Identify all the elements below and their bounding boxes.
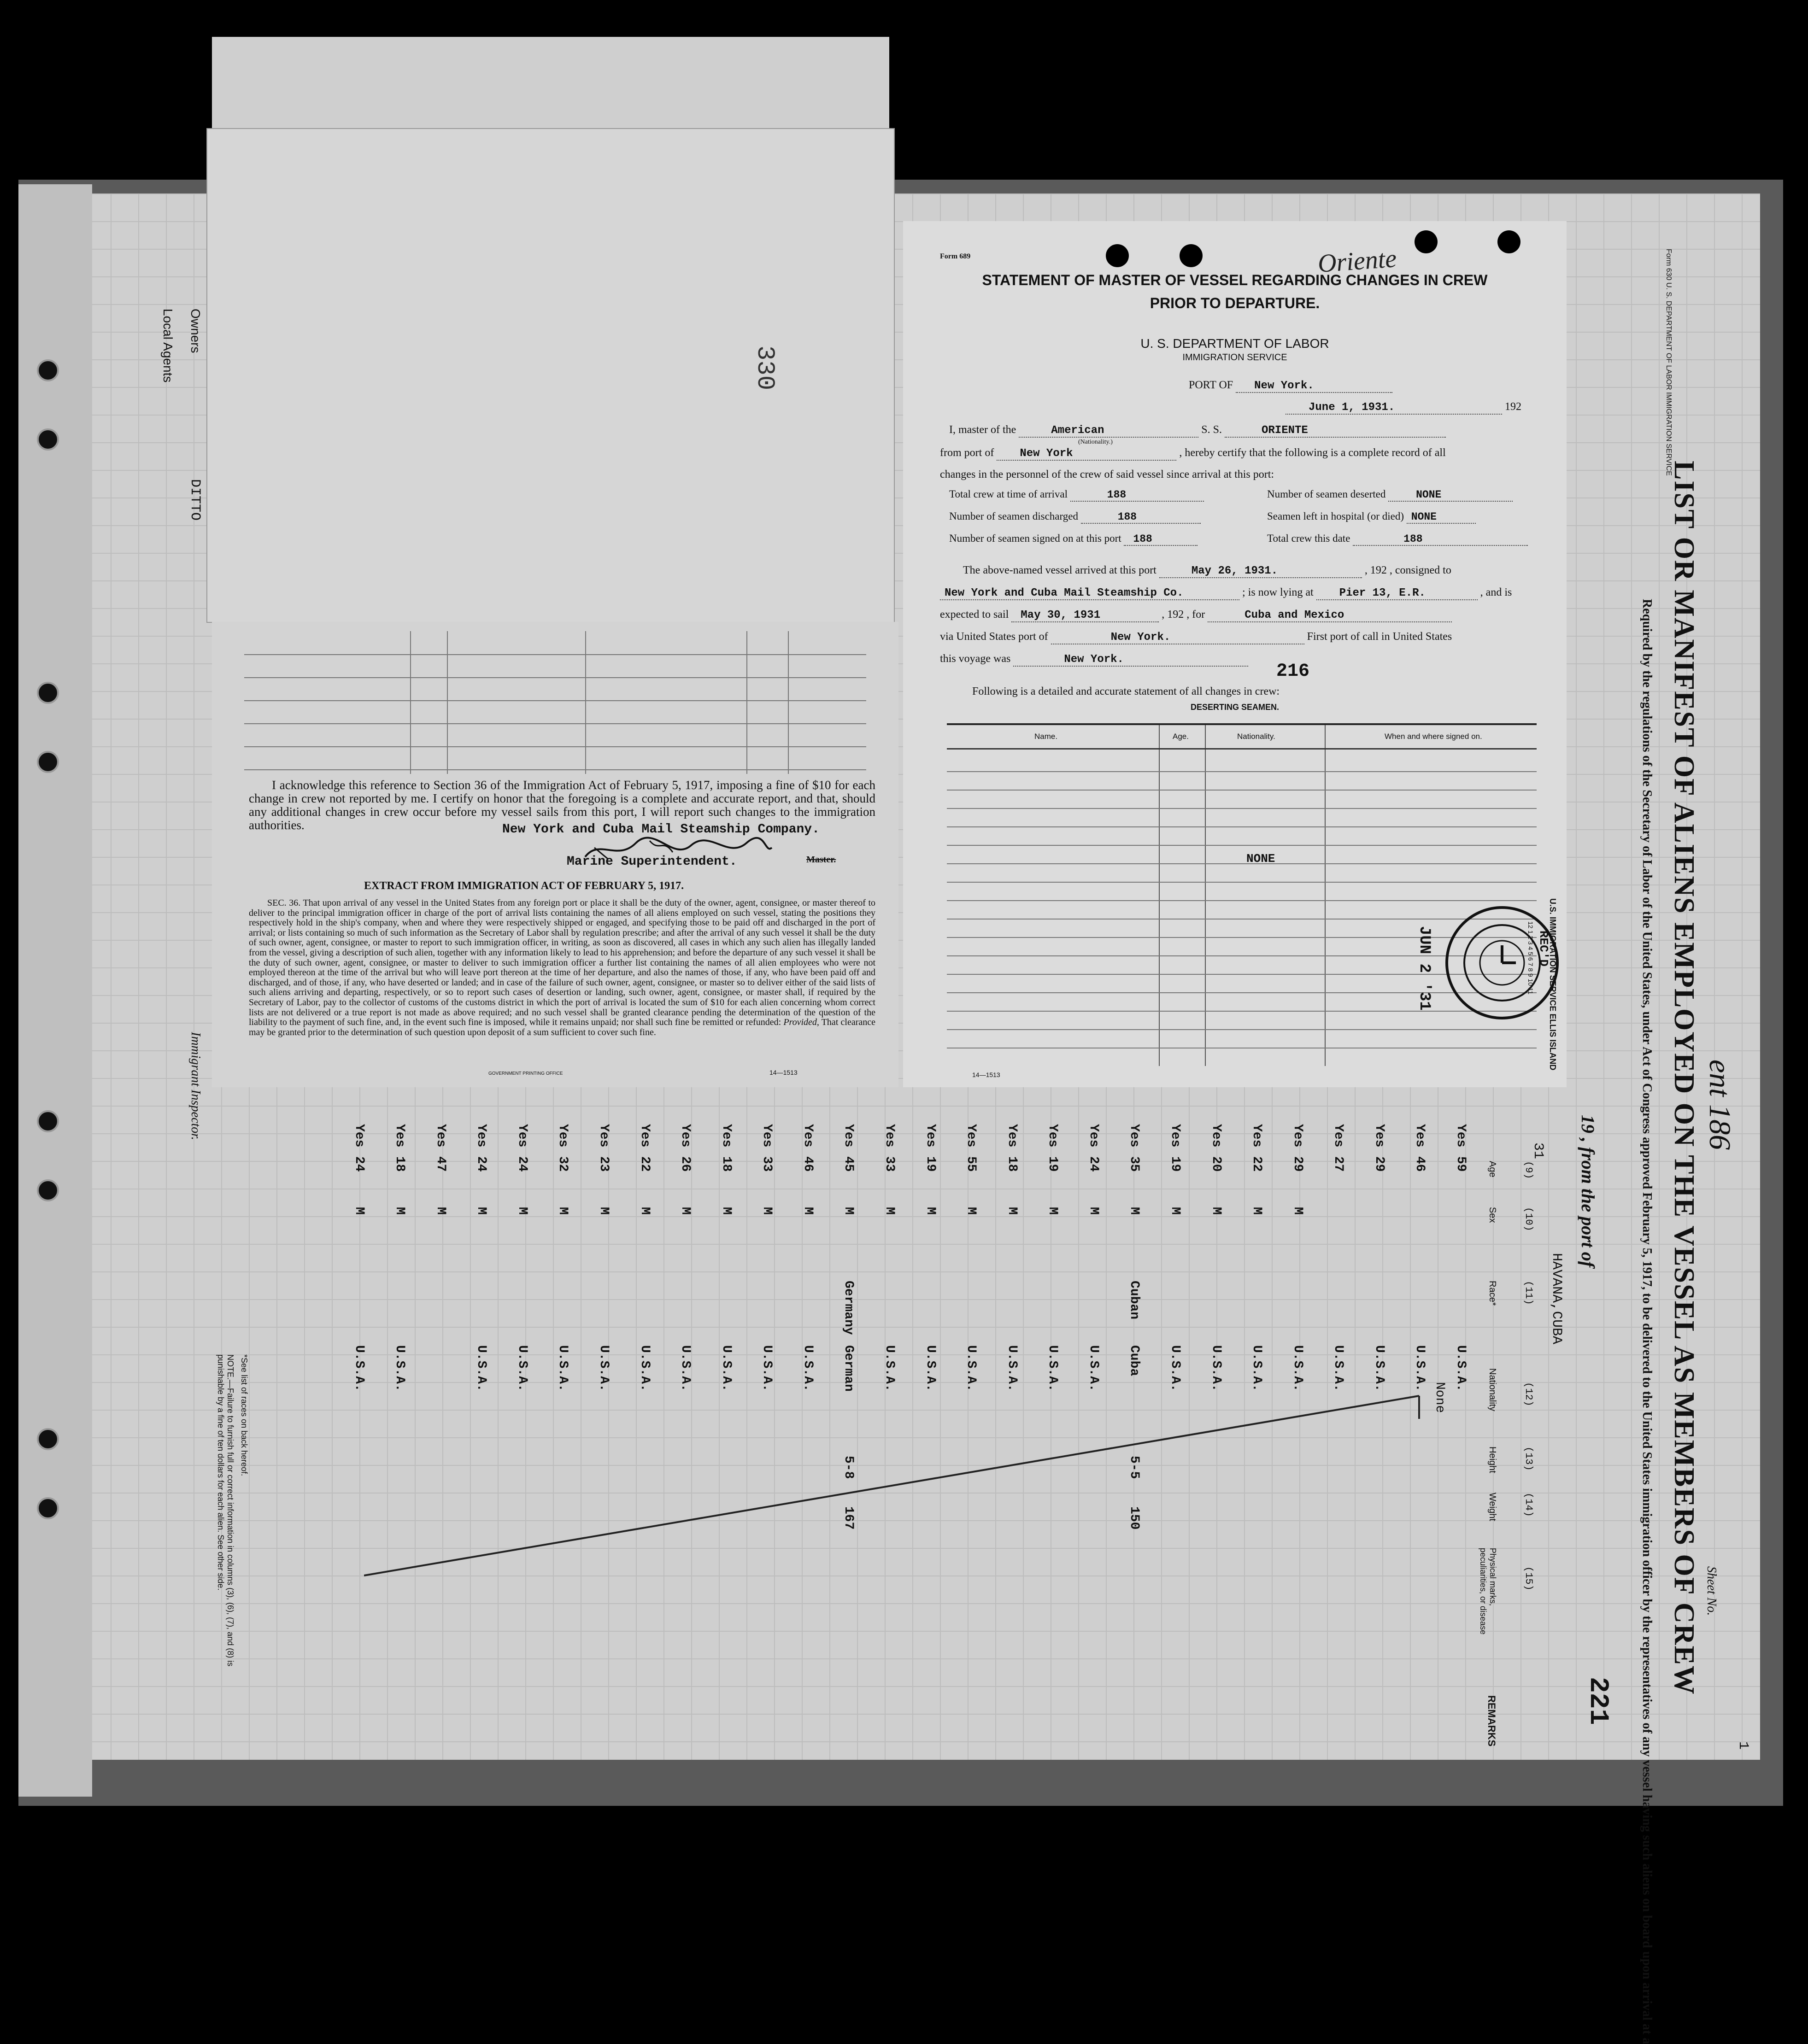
department: U. S. DEPARTMENT OF LABOR [1140, 336, 1329, 351]
cell-sex: M [474, 1207, 489, 1215]
cell-sex: M [433, 1207, 448, 1215]
cell-nationality: U.S.A. [1086, 1345, 1101, 1392]
binding-hole [37, 682, 59, 704]
cell-height: 5-8 [841, 1456, 856, 1479]
col-sex: Sex [1487, 1207, 1497, 1223]
nationality-value: American [1019, 424, 1198, 438]
punch-hole [1497, 230, 1520, 253]
acknowledgment-text: I acknowledge this reference to Section 36 of the Immigration Act of February 5, 1917, imposing a fine of $10 for each change in crew not reported by me. I certify on honor that the foregoing is a complete and accurate report, and that, should any additional changes in crew occur before my vessel sails from this port, I will report such changes to the immigration authorities. [249, 778, 875, 832]
cell-nationality: U.S.A. [556, 1345, 570, 1392]
section-36 [249, 898, 875, 1037]
port-value: HAVANA,CUBA [1549, 1253, 1564, 1345]
cell-height: 5-5 [1127, 1456, 1142, 1479]
cell-able: Yes [760, 1124, 775, 1148]
table-row [1451, 1124, 1470, 1575]
cell-nationality: U.S.A. [474, 1345, 489, 1392]
discharged-value: 188 [1081, 511, 1201, 524]
cell-weight: 167 [841, 1506, 856, 1530]
port-label: PORT OF [1189, 379, 1233, 391]
cell-able: Yes [882, 1124, 897, 1148]
total-date-value: 188 [1353, 533, 1528, 546]
total-arrival-label: Total crew at time of arrival [949, 488, 1068, 500]
cell-sex: M [923, 1207, 938, 1215]
cell-able: Yes [474, 1124, 489, 1148]
hospital-value: NONE [1407, 511, 1476, 524]
service: IMMIGRATION SERVICE [1182, 352, 1287, 363]
cell-able: Yes [637, 1124, 652, 1148]
cell-nationality: U.S.A. [1209, 1345, 1223, 1392]
cell-able: Yes [841, 1124, 856, 1148]
voyage-value: New York. [1013, 653, 1248, 667]
cell-able: Yes [800, 1124, 815, 1148]
cell-age: 24 [352, 1156, 366, 1172]
form-ref: Form 630 U. S. DEPARTMENT OF LABOR IMMIGRATION SERVICE [1665, 249, 1673, 476]
nationality-note: (Nationality.) [1078, 439, 1113, 445]
cell-nationality: U.S.A. [800, 1345, 815, 1392]
cell-nationality: U.S.A. [515, 1345, 529, 1392]
col-age: Age [1487, 1161, 1497, 1177]
deserted-label: Number of seamen deserted [1267, 488, 1386, 500]
cell-nationality: U.S.A. [637, 1345, 652, 1392]
manifest-title: LIST OR MANIFEST OF ALIENS EMPLOYED ON THE VESSEL AS MEMBERS OF CREW [1668, 461, 1700, 1695]
cell-age: 35 [1127, 1156, 1142, 1172]
sheet-label: Sheet No. [1704, 1566, 1719, 1616]
cell-able: Yes [597, 1124, 611, 1148]
cell-nationality: U.S.A. [1372, 1345, 1386, 1392]
printer-mark: GOVERNMENT PRINTING OFFICE [488, 1071, 563, 1076]
ss-label: S. S. [1201, 424, 1222, 436]
via-prefix: via United States port of [940, 631, 1048, 643]
extract-title: EXTRACT FROM IMMIGRATION ACT OF FEBRUARY 5, 1917. [364, 880, 684, 892]
col-num-14: (14) [1523, 1493, 1534, 1517]
cell-age: 22 [637, 1156, 652, 1172]
top-slip-stamp: 330 [751, 346, 779, 391]
cell-age: 46 [800, 1156, 815, 1172]
master-prefix: I, master of the [949, 424, 1016, 436]
cell-nationality: U.S.A. [1168, 1345, 1182, 1392]
remarks-none: None [1432, 1382, 1447, 1413]
cell-age: 20 [1209, 1156, 1223, 1172]
statement-title-2: PRIOR TO DEPARTURE. [1150, 295, 1320, 311]
col-num-10: (10) [1523, 1207, 1534, 1231]
cell-sex: M [637, 1207, 652, 1215]
col-remarks: REMARKS [1486, 1695, 1497, 1747]
date-suffix: 192 [1505, 401, 1521, 413]
left-form-table [244, 631, 866, 774]
stamp-recd: REC'D [1537, 931, 1550, 967]
proviso-label: Provided, [783, 1017, 819, 1028]
consignee-value: New York and Cuba Mail Steamship Co. [940, 587, 1239, 600]
th-age: Age. [1173, 732, 1189, 741]
cell-nationality: U.S.A. [1004, 1345, 1019, 1392]
cell-nationality: U.S.A. [678, 1345, 693, 1392]
arrived-value: May 26, 1931. [1159, 565, 1362, 578]
binding-hole [37, 1110, 59, 1132]
sheet-number: 1 [1735, 1741, 1751, 1750]
cell-age: 24 [474, 1156, 489, 1172]
cell-able: Yes [1086, 1124, 1101, 1148]
cell-nationality: Cuba [1127, 1345, 1142, 1376]
sail-value: May 30, 1931 [1011, 609, 1159, 622]
date-row [1286, 401, 1521, 415]
cell-able: Yes [433, 1124, 448, 1148]
statement-title-1: STATEMENT OF MASTER OF VESSEL REGARDING CHANGES IN CREW [982, 272, 1488, 288]
cell-nationality: U.S.A. [1413, 1345, 1427, 1392]
cell-nationality: U.S.A. [1250, 1345, 1264, 1392]
cell-age: 18 [719, 1156, 734, 1172]
binding-hole [37, 1428, 59, 1450]
inspector-label: Immigrant Inspector. [188, 1032, 203, 1140]
cell-sex: M [964, 1207, 979, 1215]
hospital-label: Seamen left in hospital (or died) [1267, 510, 1404, 522]
cell-sex: M [1250, 1207, 1264, 1215]
cell-sex: M [1086, 1207, 1101, 1215]
cell-sex: M [1127, 1207, 1142, 1215]
cell-sex: M [1290, 1207, 1305, 1215]
footnote-note: NOTE.—Failure to furnish full or correct information in columns (3), (6), (7), and (8) is punishable by a fine of ten dollars for each alien. See other side. [216, 1354, 235, 1667]
voyage-prefix: this voyage was [940, 653, 1011, 665]
statement-form [903, 221, 1567, 1087]
cell-nationality: U.S.A. [719, 1345, 734, 1392]
cell-nationality: U.S.A. [923, 1345, 938, 1392]
cell-age: 59 [1454, 1156, 1468, 1172]
cell-age: 32 [556, 1156, 570, 1172]
total-arrival-value: 188 [1070, 489, 1204, 502]
binding-hole [37, 751, 59, 773]
left-form [212, 622, 898, 1087]
cell-race: Cuban [1127, 1281, 1142, 1320]
page-number: 31 [1530, 1142, 1546, 1160]
from-port-value: New York [997, 447, 1176, 461]
cell-nationality: U.S.A. [1454, 1345, 1468, 1392]
cell-age: 19 [1045, 1156, 1060, 1172]
cell-nationality: U.S.A. [882, 1345, 897, 1392]
binding-hole [37, 359, 59, 381]
first-port-label: First port of call in United States [1307, 631, 1452, 643]
col-weight: Weight [1487, 1493, 1497, 1521]
local-agents-label: Local Agents [161, 309, 175, 383]
cell-able: Yes [678, 1124, 693, 1148]
from-port-row [940, 447, 1446, 461]
stamp-number-221: 221 [1583, 1677, 1613, 1725]
sec-label: SEC. 36. [267, 898, 301, 908]
cell-age: 55 [964, 1156, 979, 1172]
cell-able: Yes [964, 1124, 979, 1148]
top-slip-upper [212, 37, 889, 138]
manifest-subtitle: Required by the regulations of the Secretary of Labor of the United States, under Act of Congress approved February 5, 1917, to be delivered to the United States immigration officer by the representatives of any vessel having such aliens on board upon arrival at a [1640, 599, 1654, 2044]
owners-label: Owners [188, 309, 203, 353]
via-row [940, 631, 1452, 644]
cell-age: 47 [433, 1156, 448, 1172]
cell-age: 24 [1086, 1156, 1101, 1172]
cell-sex: M [1168, 1207, 1182, 1215]
col-race: Race* [1487, 1281, 1497, 1306]
cell-sex: M [1209, 1207, 1223, 1215]
deserting-title: DESERTING SEAMEN. [1190, 703, 1280, 712]
sail-dest: Cuba and Mexico [1208, 609, 1452, 622]
port-line: 19 , from the port of [1578, 1115, 1598, 1268]
cell-sex: M [882, 1207, 897, 1215]
cell-able: Yes [352, 1124, 366, 1148]
cell-sex: M [597, 1207, 611, 1215]
cell-able: Yes [1209, 1124, 1223, 1148]
col-num-11: (11) [1523, 1281, 1534, 1305]
handwritten-note: ent 186 [1703, 1060, 1737, 1150]
punch-hole [1415, 230, 1438, 253]
cell-age: 24 [515, 1156, 529, 1172]
cell-able: Yes [923, 1124, 938, 1148]
cell-age: 19 [923, 1156, 938, 1172]
cell-sex: M [1004, 1207, 1019, 1215]
cell-nationality: German [841, 1345, 856, 1392]
cell-age: 19 [1168, 1156, 1182, 1172]
th-name: Name. [1034, 732, 1058, 741]
cell-sex: M [841, 1207, 856, 1215]
sail-mid: , 192 , for [1162, 609, 1205, 621]
changes-text: changes in the personnel of the crew of said vessel since arrival at this port: [940, 469, 1274, 480]
th-nationality: Nationality. [1237, 732, 1275, 741]
certify-text: , hereby certify that the following is a complete record of all [1179, 447, 1446, 459]
cell-able: Yes [1127, 1124, 1142, 1148]
col-num-9: (9) [1523, 1161, 1534, 1179]
cell-nationality: U.S.A. [964, 1345, 979, 1392]
col-num-15: (15) [1523, 1566, 1534, 1591]
arrived-suffix: , 192 , consigned to [1364, 564, 1451, 576]
binding-hole [37, 1179, 59, 1201]
col-physical: Physical marks, peculiarities, or disease [1479, 1548, 1497, 1635]
footnote-races: *See list of races on back hereof. [240, 1354, 249, 1476]
lying-suffix: , and is [1480, 586, 1512, 598]
col-height: Height [1487, 1447, 1497, 1473]
date-value: June 1, 1931. [1286, 401, 1502, 415]
cell-sex: M [515, 1207, 529, 1215]
proviso-text: That clearance may be granted prior to the determination of such question upon deposit of a sum sufficient to cover such fine. [249, 1017, 875, 1037]
cell-age: 46 [1413, 1156, 1427, 1172]
cell-nationality: U.S.A. [597, 1345, 611, 1392]
punch-hole [1180, 244, 1203, 267]
cell-able: Yes [1290, 1124, 1305, 1148]
col-nationality: Nationality [1487, 1368, 1497, 1411]
voyage-row [940, 653, 1248, 667]
cell-age: 22 [1250, 1156, 1264, 1172]
cell-able: Yes [1004, 1124, 1019, 1148]
left-binding-strip [18, 184, 92, 1797]
table-none: NONE [1246, 852, 1275, 866]
ship-name: ORIENTE [1225, 424, 1446, 438]
following-text: Following is a detailed and accurate statement of all changes in crew: [972, 685, 1280, 697]
total-date-label: Total crew this date [1267, 533, 1350, 544]
cell-able: Yes [556, 1124, 570, 1148]
via-value: New York. [1051, 631, 1304, 644]
deserted-value: NONE [1388, 489, 1513, 502]
sec-text: That upon arrival of any vessel in the United States from any foreign port or place it shall be the duty of the owner, agent, consignee, or master thereof to deliver to the principal immigration officer in charge of the port of arrival lists containing the names of all aliens employed on such vessel, stating the positions they respectively hold in the ship's company, when and where they were respectively shipped or engaged, and specifying those to be paid off and discharged in the port of arrival; or lists containing so much of such information as the Secretary of Labor shall by regulation prescribe; and after the arrival of any such vessel it shall be the duty of such owner, agent, consignee, or master to report to such immigration officer, in writing, as soon as discovered, all cases in which any such alien has illegally landed from the vessel, giving a description of such alien, together with any information likely to lead to his apprehension; and before the departure of any such vessel it shall be the duty of such owner, agent, consignee, or master to deliver to such immigration officer a further list containing the names of all alien employees who were not employed thereon at the time of the arrival but who will leave port thereon at the time of her departure, and also the names of those, if any, who have been paid off and discharged, and of those, if any, who have deserted or landed; and in case of the failure of such owner, agent, consignee, or master so to deliver either of the said lists of such aliens arriving and departing, respectively, or so to report such cases of desertion or landing, such owner, agent, consignee, or master shall, if required by the Secretary of Labor, pay to the collector of customs of the customs district in which the port of arrival is located the sum of $10 for each alien concerning whom correct lists are not delivered or a true report is not made as above required; and no such vessel shall be granted clearance pending the determination of the question of the liability to the payment of such fine, and, in the event such fine is imposed, while it remains unpaid; nor shall such fine be remitted or refunded: [249, 898, 876, 1028]
cell-able: Yes [1045, 1124, 1060, 1148]
master-struck: Master. [806, 855, 836, 865]
cell-nationality: U.S.A. [352, 1345, 366, 1392]
cell-age: 26 [678, 1156, 693, 1172]
cell-able: Yes [1168, 1124, 1182, 1148]
cell-able: Yes [1372, 1124, 1386, 1148]
cell-weight: 150 [1127, 1506, 1142, 1530]
cell-able: Yes [393, 1124, 407, 1148]
punch-hole [1106, 244, 1129, 267]
arrived-prefix: The above-named vessel arrived at this port [963, 564, 1156, 576]
cell-nationality: U.S.A. [1290, 1345, 1305, 1392]
consignee-row [940, 586, 1512, 600]
cell-age: 23 [597, 1156, 611, 1172]
stamp-date: JUN 2 '31 [1415, 926, 1433, 1011]
top-slip [207, 129, 894, 622]
statement-form-code: 14—1513 [972, 1071, 1000, 1078]
port-value: New York. [1236, 380, 1392, 393]
cell-sex: M [352, 1207, 366, 1215]
port-row [1189, 379, 1392, 393]
cell-age: 18 [393, 1156, 407, 1172]
company-name: New York and Cuba Mail Steamship Company. [502, 822, 820, 837]
sail-row [940, 609, 1452, 622]
cell-nationality: U.S.A. [1045, 1345, 1060, 1392]
master-row [949, 424, 1446, 438]
left-form-code: 14—1513 [769, 1069, 798, 1076]
cell-race: Germany [841, 1281, 856, 1335]
th-signed: When and where signed on. [1385, 732, 1482, 741]
cell-sex: M [393, 1207, 407, 1215]
cell-sex: M [678, 1207, 693, 1215]
cell-age: 33 [882, 1156, 897, 1172]
cell-able: Yes [1250, 1124, 1264, 1148]
binding-hole [37, 428, 59, 451]
lying-label: ; is now lying at [1242, 586, 1314, 598]
cell-age: 45 [841, 1156, 856, 1172]
cell-sex: M [800, 1207, 815, 1215]
sail-prefix: expected to sail [940, 609, 1009, 621]
stamp-clock-numbers: 12 1 2 3 4 5 6 7 8 9 10 11 [1527, 921, 1534, 995]
cell-sex: M [1045, 1207, 1060, 1215]
from-port-prefix: from port of [940, 447, 994, 459]
signed-label: Number of seamen signed on at this port [949, 533, 1121, 544]
cell-age: 29 [1372, 1156, 1386, 1172]
cell-able: Yes [719, 1124, 734, 1148]
cell-able: Yes [1413, 1124, 1427, 1148]
cell-sex: M [556, 1207, 570, 1215]
col-num-13: (13) [1523, 1447, 1534, 1471]
cell-nationality: U.S.A. [393, 1345, 407, 1392]
col-num-12: (12) [1523, 1382, 1534, 1406]
cell-age: 27 [1331, 1156, 1346, 1172]
ditto-label: DITTO [187, 479, 203, 521]
cell-able: Yes [1454, 1124, 1468, 1148]
handwritten-number: 216 [1276, 661, 1310, 682]
signed-value: 188 [1124, 533, 1198, 546]
handwritten-vessel: Oriente [1317, 244, 1398, 278]
arrived-row [963, 564, 1451, 578]
cell-age: 29 [1290, 1156, 1305, 1172]
stamp-ring-text: U.S. IMMIGRATION SERVICE ELLIS ISLAND [1548, 898, 1557, 1071]
cell-able: Yes [1331, 1124, 1346, 1148]
cell-age: 18 [1004, 1156, 1019, 1172]
cell-nationality: U.S.A. [1331, 1345, 1346, 1392]
statement-form-number: Form 689 [940, 252, 971, 260]
cell-age: 33 [760, 1156, 775, 1172]
cell-nationality: U.S.A. [760, 1345, 775, 1392]
binding-hole [37, 1497, 59, 1519]
cell-sex: M [719, 1207, 734, 1215]
discharged-label: Number of seamen discharged [949, 510, 1078, 522]
lying-value: Pier 13, E.R. [1316, 587, 1478, 600]
cell-able: Yes [515, 1124, 529, 1148]
signer-title: Marine Superintendent. [567, 855, 737, 869]
cell-sex: M [760, 1207, 775, 1215]
remarks-none-stroke [364, 1391, 1424, 1585]
